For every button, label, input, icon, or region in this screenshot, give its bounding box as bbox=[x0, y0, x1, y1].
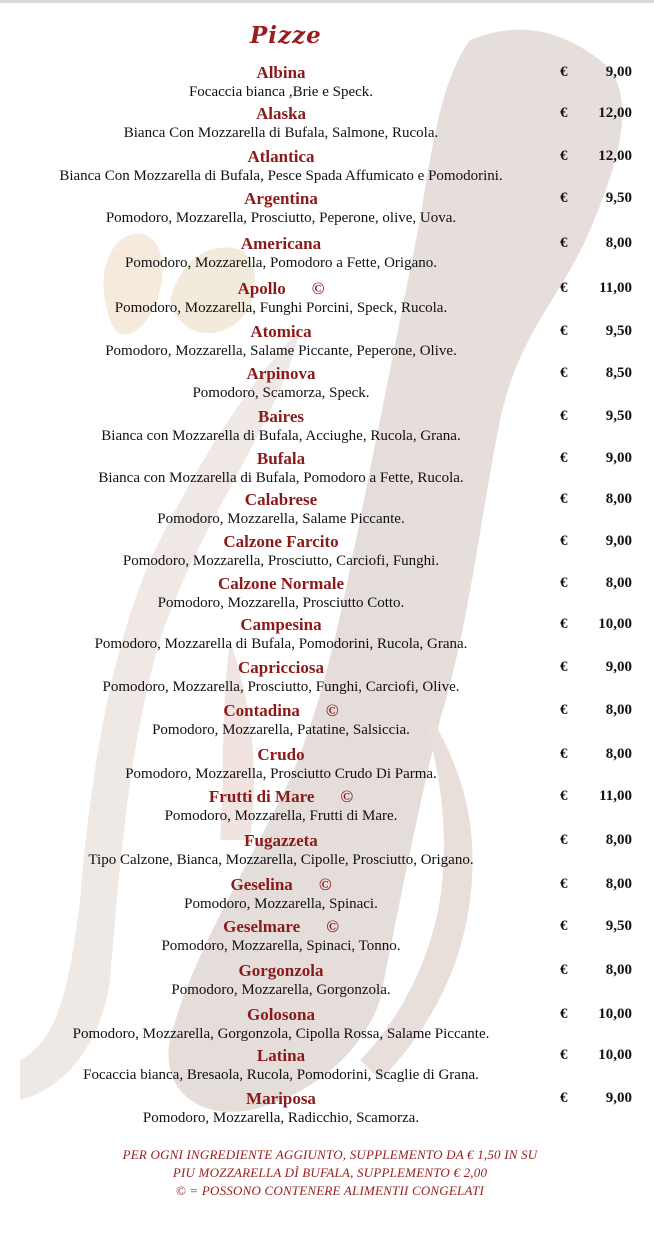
menu-item-description: Pomodoro, Mozzarella, Patatine, Salsiccia. bbox=[152, 722, 410, 738]
currency-symbol: € bbox=[560, 491, 568, 507]
menu-item-price: 9,00 bbox=[605, 450, 632, 466]
menu-item-description: Pomodoro, Mozzarella, Spinaci, Tonno. bbox=[161, 938, 401, 954]
currency-symbol: € bbox=[560, 918, 568, 934]
menu-item-name-text: Baires bbox=[258, 407, 304, 426]
menu-item-name bbox=[0, 745, 562, 765]
menu-item-name-text: Argentina bbox=[244, 189, 318, 208]
menu-item-description: Pomodoro, Mozzarella, Gorgonzola. bbox=[171, 982, 391, 998]
menu-footer-notes bbox=[0, 1146, 654, 1200]
menu-item-description: Pomodoro, Mozzarella, Salame Piccante, Peperone, Olive. bbox=[105, 343, 457, 359]
menu-item-description: Tipo Calzone, Bianca, Mozzarella, Cipolle, Prosciutto, Origano. bbox=[88, 852, 474, 868]
menu-item-description: Bianca Con Mozzarella di Bufala, Pesce Spada Affumicato e Pomodorini. bbox=[59, 168, 503, 184]
menu-item-description: Pomodoro, Mozzarella, Frutti di Mare. bbox=[164, 808, 398, 824]
menu-item-name-text: Atlantica bbox=[247, 147, 315, 166]
currency-symbol: € bbox=[560, 533, 568, 549]
menu-item-name bbox=[0, 574, 562, 594]
menu-item-price: 9,00 bbox=[605, 1090, 632, 1106]
currency-symbol: € bbox=[560, 105, 568, 121]
currency-symbol: € bbox=[560, 190, 568, 206]
menu-item-name-text: Calzone Farcito bbox=[223, 532, 339, 551]
menu-item-name bbox=[0, 615, 562, 635]
menu-item-name bbox=[0, 279, 562, 299]
currency-symbol: € bbox=[560, 832, 568, 848]
menu-item-name-text: Atomica bbox=[250, 322, 312, 341]
menu-item-description: Focaccia bianca, Bresaola, Rucola, Pomodorini, Scaglie di Grana. bbox=[83, 1067, 479, 1083]
menu-item-name-text: Americana bbox=[240, 234, 322, 253]
menu-item-name-text: Frutti di Mare bbox=[208, 787, 315, 806]
frozen-ingredients-mark: © bbox=[326, 917, 339, 936]
menu-item-price: 8,00 bbox=[605, 491, 632, 507]
menu-item-price: 9,50 bbox=[605, 190, 632, 206]
menu-item-price: 8,00 bbox=[605, 962, 632, 978]
menu-item-name-text: Latina bbox=[256, 1046, 306, 1065]
menu-item-price: 9,00 bbox=[605, 659, 632, 675]
menu-item-name-text: Campesina bbox=[240, 615, 322, 634]
menu-item-price: 9,00 bbox=[605, 64, 632, 80]
menu-item-name-text: Calzone Normale bbox=[217, 574, 345, 593]
menu-item-description: Bianca con Mozzarella di Bufala, Pomodoro a Fette, Rucola. bbox=[98, 470, 464, 486]
frozen-ingredients-mark: © bbox=[340, 787, 354, 806]
page-title: Pizze bbox=[250, 22, 322, 49]
menu-item-name bbox=[0, 831, 562, 851]
menu-item-name-text: Geselina bbox=[230, 875, 293, 894]
menu-item-description: Pomodoro, Mozzarella, Salame Piccante. bbox=[157, 511, 405, 527]
menu-item-price: 8,00 bbox=[605, 575, 632, 591]
menu-item-price: 9,50 bbox=[605, 918, 632, 934]
menu-item-name-text: Arpinova bbox=[246, 364, 316, 383]
menu-item-description: Pomodoro, Scamorza, Speck. bbox=[192, 385, 370, 401]
currency-symbol: € bbox=[560, 323, 568, 339]
footer-note-ingredient-supplement: PER OGNI INGREDIENTE AGGIUNTO, SUPPLEMENTO DA € 1,50 IN SU bbox=[122, 1147, 538, 1162]
currency-symbol: € bbox=[560, 962, 568, 978]
currency-symbol: € bbox=[560, 1006, 568, 1022]
menu-item-name bbox=[0, 322, 562, 342]
menu-item-name-text: Gorgonzola bbox=[238, 961, 324, 980]
menu-item-price: 10,00 bbox=[598, 616, 632, 632]
menu-item-name-text: Alaska bbox=[255, 104, 307, 123]
currency-symbol: € bbox=[560, 280, 568, 296]
menu-item-name bbox=[0, 1089, 562, 1109]
menu-item-name bbox=[0, 875, 562, 895]
menu-item-description: Pomodoro, Mozzarella, Radicchio, Scamorza. bbox=[142, 1110, 420, 1126]
menu-item-name-text: Calabrese bbox=[244, 490, 318, 509]
menu-item-name bbox=[0, 189, 562, 209]
menu-item-name-text: Crudo bbox=[257, 745, 305, 764]
currency-symbol: € bbox=[560, 235, 568, 251]
menu-item-description: Pomodoro, Mozzarella, Spinaci. bbox=[184, 896, 378, 912]
menu-item-description: Pomodoro, Mozzarella, Gorgonzola, Cipolla Rossa, Salame Piccante. bbox=[72, 1026, 490, 1042]
menu-item-name-text: Capricciosa bbox=[238, 658, 324, 677]
menu-item-price: 9,00 bbox=[605, 533, 632, 549]
currency-symbol: € bbox=[560, 876, 568, 892]
currency-symbol: € bbox=[560, 659, 568, 675]
menu-item-name bbox=[0, 658, 562, 678]
menu-item-name-text: Geselmare bbox=[223, 917, 301, 936]
currency-symbol: € bbox=[560, 148, 568, 164]
menu-item-description: Pomodoro, Mozzarella, Prosciutto Cotto. bbox=[157, 595, 405, 611]
menu-item-name bbox=[0, 364, 562, 384]
currency-symbol: € bbox=[560, 702, 568, 718]
menu-item-price: 12,00 bbox=[598, 105, 632, 121]
menu-item-price: 9,50 bbox=[605, 323, 632, 339]
currency-symbol: € bbox=[560, 450, 568, 466]
currency-symbol: € bbox=[560, 1090, 568, 1106]
menu-item-name bbox=[0, 449, 562, 469]
currency-symbol: € bbox=[560, 408, 568, 424]
footer-note-frozen-legend: © = POSSONO CONTENERE ALIMENTII CONGELATI bbox=[175, 1183, 485, 1198]
menu-item-name-text: Bufala bbox=[256, 449, 306, 468]
menu-item-name bbox=[0, 63, 562, 83]
currency-symbol: € bbox=[560, 64, 568, 80]
currency-symbol: € bbox=[560, 616, 568, 632]
menu-item-price: 10,00 bbox=[598, 1047, 632, 1063]
menu-item-name-text: Mariposa bbox=[246, 1089, 316, 1108]
currency-symbol: € bbox=[560, 746, 568, 762]
menu-item-name bbox=[0, 1005, 562, 1025]
menu-item-name bbox=[0, 1046, 562, 1066]
menu-item-name bbox=[0, 407, 562, 427]
menu-item-description: Focaccia bianca ,Brie e Speck. bbox=[188, 84, 374, 100]
menu-item-description: Pomodoro, Mozzarella, Prosciutto, Funghi, Carciofi, Olive. bbox=[102, 679, 460, 695]
menu-item-price: 8,00 bbox=[605, 702, 632, 718]
menu-item-name bbox=[0, 961, 562, 981]
menu-item-description: Pomodoro, Mozzarella, Prosciutto Crudo Di Parma. bbox=[125, 766, 437, 782]
footer-note-mozzarella-supplement: PIU MOZZARELLA DÌ BUFALA, SUPPLEMENTO € 2,00 bbox=[172, 1165, 488, 1180]
currency-symbol: € bbox=[560, 788, 568, 804]
menu-item-name bbox=[0, 787, 562, 807]
menu-item-price: 11,00 bbox=[599, 788, 632, 804]
frozen-ingredients-mark: © bbox=[311, 279, 325, 298]
menu-item-name-text: Contadina bbox=[223, 701, 300, 720]
menu-item-name-text: Apollo bbox=[237, 279, 286, 298]
menu-item-price: 8,00 bbox=[605, 832, 632, 848]
menu-item-description: Bianca con Mozzarella di Bufala, Acciughe, Rucola, Grana. bbox=[101, 428, 461, 444]
menu-item-name bbox=[0, 532, 562, 552]
menu-item-price: 8,00 bbox=[605, 746, 632, 762]
menu-item-price: 12,00 bbox=[598, 148, 632, 164]
menu-item-price: 10,00 bbox=[598, 1006, 632, 1022]
menu-item-name bbox=[0, 490, 562, 510]
menu-item-price: 8,00 bbox=[605, 876, 632, 892]
menu-item-name bbox=[0, 234, 562, 254]
menu-item-description: Pomodoro, Mozzarella, Funghi Porcini, Speck, Rucola. bbox=[114, 300, 448, 316]
menu-item-description: Pomodoro, Mozzarella di Bufala, Pomodorini, Rucola, Grana. bbox=[94, 636, 468, 652]
menu-item-price: 8,00 bbox=[605, 235, 632, 251]
menu-item-description: Bianca Con Mozzarella di Bufala, Salmone, Rucola. bbox=[123, 125, 439, 141]
menu-item-name-text: Fugazzeta bbox=[244, 831, 318, 850]
menu-item-name bbox=[0, 147, 562, 167]
menu-item-description: Pomodoro, Mozzarella, Prosciutto, Carciofi, Funghi. bbox=[122, 553, 440, 569]
currency-symbol: € bbox=[560, 1047, 568, 1063]
menu-item-name bbox=[0, 701, 562, 721]
menu-item-name bbox=[0, 104, 562, 124]
menu-item-price: 11,00 bbox=[599, 280, 632, 296]
menu-item-name-text: Golosona bbox=[246, 1005, 316, 1024]
currency-symbol: € bbox=[560, 365, 568, 381]
frozen-ingredients-mark: © bbox=[325, 701, 339, 720]
menu-item-name bbox=[0, 917, 562, 937]
menu-item-name-text: Albina bbox=[256, 63, 306, 82]
menu-item-price: 8,50 bbox=[605, 365, 632, 381]
menu-item-description: Pomodoro, Mozzarella, Pomodoro a Fette, Origano. bbox=[124, 255, 438, 271]
menu-item-description: Pomodoro, Mozzarella, Prosciutto, Peperone, olive, Uova. bbox=[105, 210, 457, 226]
frozen-ingredients-mark: © bbox=[318, 875, 332, 894]
currency-symbol: € bbox=[560, 575, 568, 591]
menu-item-price: 9,50 bbox=[605, 408, 632, 424]
